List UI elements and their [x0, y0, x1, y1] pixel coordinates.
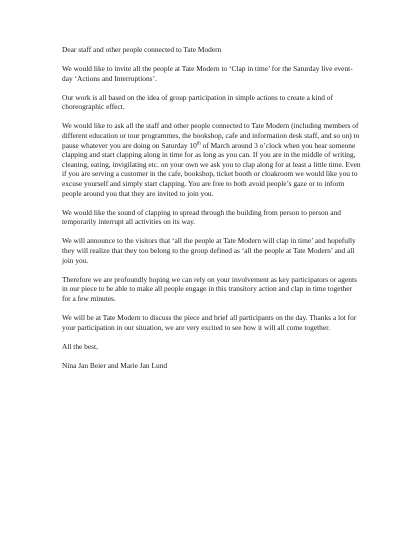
salutation: Dear staff and other people connected to Tate Modern	[62, 45, 222, 54]
paragraph-concept: Our work is all based on the idea of group participation in simple actions to create a kind of choreographic effect.	[62, 92, 333, 112]
paragraph-invitation: We would like to invite all the people at Tate Modern to ‘Clap in time’ for the Saturday live event-day ‘Actions and Interruptions’.	[62, 64, 353, 83]
closing: All the best,	[62, 341, 98, 351]
instructions-part-1: We would like to ask all the staff and other people connected to Tate Modern (including members of different education or tour programmes, the bookshop, cafe and information desk staff, and so on) to pause whatever you are doing on Saturday 10	[62, 121, 360, 150]
paragraph-announcement: We will announce to the visitors that ‘all the people at Tate Modern will clap in time’ and hopefully they will realize that they too belong to the group defined as ‘all the people at Tate Modern’ and all join you.	[62, 236, 356, 265]
ordinal-suffix: th	[196, 141, 201, 147]
paragraph-thanks: We will be at Tate Modern to discuss the piece and brief all participants on the day. Thanks a lot for your participation in our situation, we are very excited to see how it will all come together.	[62, 312, 357, 332]
paragraph-spread: We would like the sound of clapping to spread through the building from person to person and temporarily interrupt all activities on its way.	[62, 207, 341, 227]
letter-body	[62, 45, 362, 380]
paragraph-hope: Therefore we are profoundly hoping we can rely on your involvement as key participators or agents in our piece to be able to make all people engage in this transitory action and clap in time together for a few minutes.	[62, 274, 357, 303]
paragraph-instructions	[62, 121, 362, 198]
signature: Nina Jan Beier and Marie Jan Lund	[62, 360, 168, 370]
instructions-part-2: of March around 3 o’clock when you hear someone clapping and start clapping along in time for as long as you can. If you are in the middle of writing, cleaning, eating, invigilating etc. on your own we ask you to clap along for at least a little time. Even if you are serving a customer in the cafe, bookshop, ticket booth or cloakroom we would like you to excuse yourself and simply start clapping. You are free to both avoid people’s gaze or to inform people around you that they are invited to join you.	[62, 140, 361, 198]
